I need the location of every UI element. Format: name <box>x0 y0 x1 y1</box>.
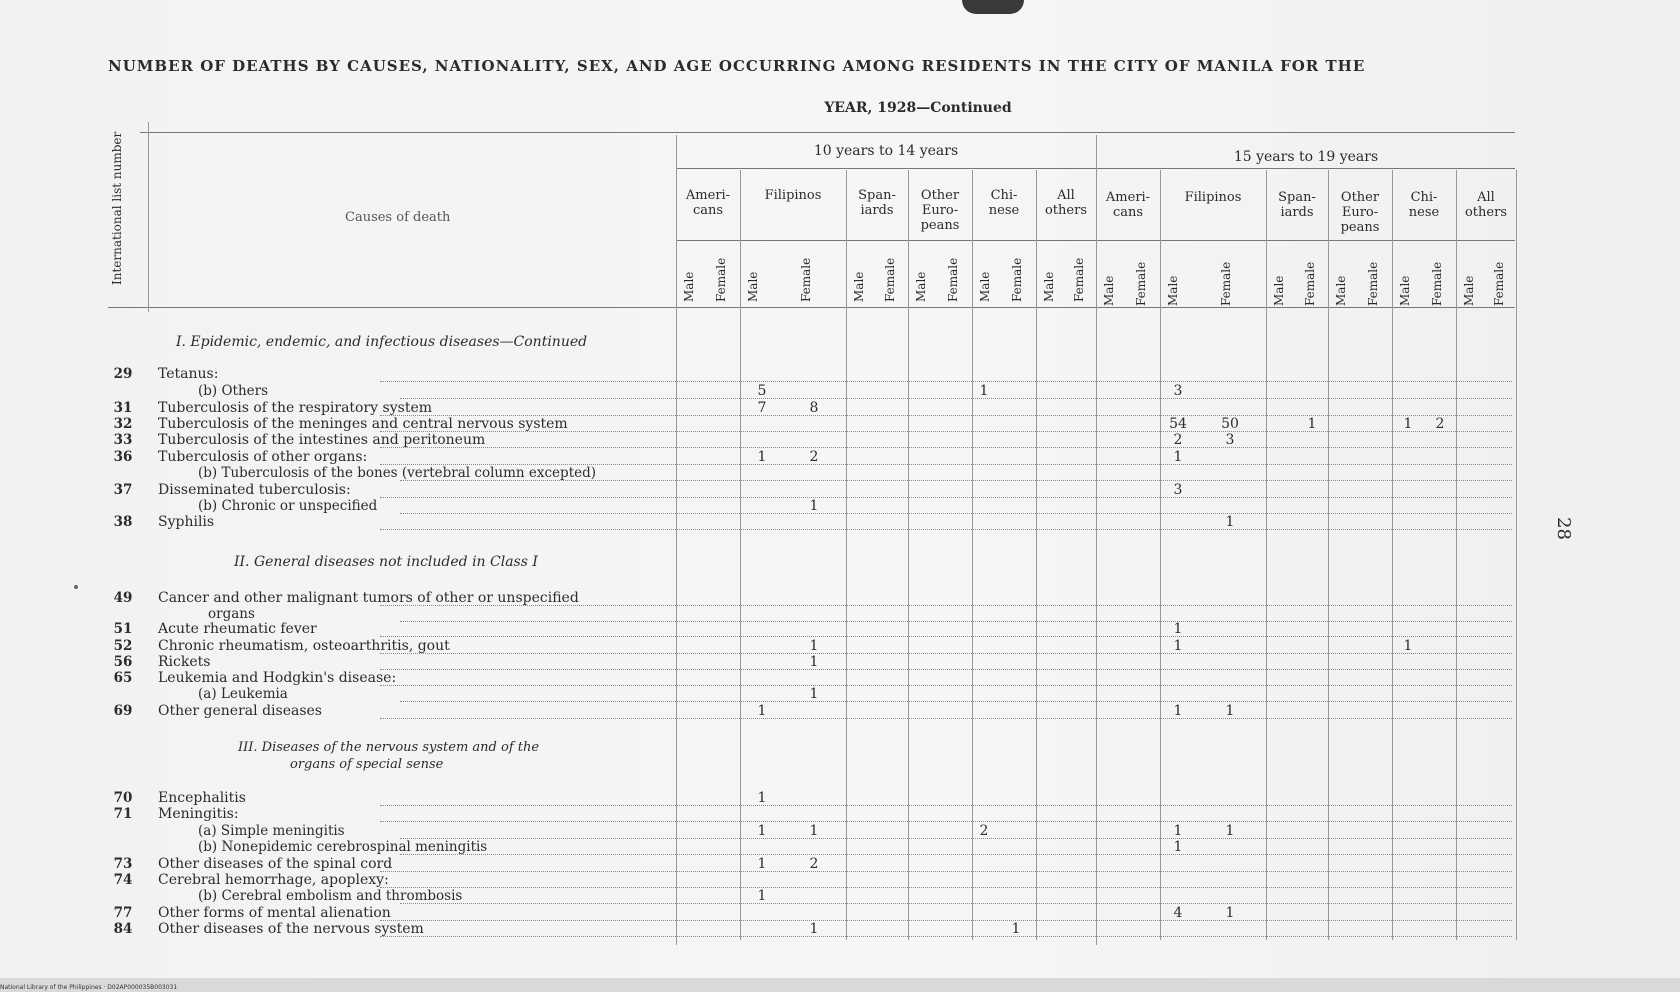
data-cell: 1 <box>809 654 819 670</box>
cause-label: Other forms of mental alienation <box>158 905 391 921</box>
leader-dots <box>400 701 1512 702</box>
intl-list-number: 84 <box>113 921 133 937</box>
cause-label: Other diseases of the spinal cord <box>158 856 393 872</box>
nationality-header: Filipinos <box>1184 190 1242 205</box>
section-3-heading: III. Diseases of the nervous system and of the <box>238 740 540 755</box>
data-cell: 1 <box>1307 416 1317 432</box>
data-cell: 50 <box>1221 416 1239 432</box>
nationality-divider <box>1036 170 1037 940</box>
leader-dots <box>380 887 1512 888</box>
cause-label: Cancer and other malignant tumors of other or unspecified <box>158 590 579 606</box>
nationality-header: Other Euro- peans <box>920 188 960 233</box>
leader-dots <box>380 381 1512 382</box>
table-subtitle-text: YEAR, 1928—Continued <box>824 100 1012 116</box>
table-subtitle <box>0 100 1680 116</box>
female-header: Female <box>799 257 813 302</box>
cause-label: Cerebral hemorrhage, apoplexy: <box>158 872 389 888</box>
leader-dots <box>400 621 1512 622</box>
cause-label: Other general diseases <box>158 703 322 719</box>
intl-list-number: 71 <box>113 806 133 822</box>
male-header: Male <box>1334 275 1348 306</box>
cause-label: (b) Cerebral embolism and thrombosis <box>198 888 463 904</box>
section-3-heading-cont: organs of special sense <box>290 757 444 772</box>
intl-list-number: 31 <box>113 400 133 416</box>
leader-dots <box>400 513 1512 514</box>
data-cell: 1 <box>1173 839 1183 855</box>
intl-list-number: 36 <box>113 449 133 465</box>
num-col-divider <box>148 122 149 312</box>
data-cell: 1 <box>809 498 819 514</box>
cause-label: (a) Leukemia <box>198 686 288 702</box>
causes-header: Causes of death <box>345 210 451 225</box>
leader-dots <box>380 636 1512 637</box>
margin-mark <box>74 585 78 589</box>
data-cell: 2 <box>979 823 989 839</box>
leader-dots <box>380 653 1512 654</box>
intl-list-number: 49 <box>113 590 133 606</box>
nationality-divider <box>740 170 741 940</box>
nationality-header: Ameri- cans <box>685 188 731 218</box>
intl-list-number: 38 <box>113 514 133 530</box>
leader-dots <box>400 854 1512 855</box>
intl-list-number: 77 <box>113 905 133 921</box>
nationality-divider <box>1160 170 1161 940</box>
male-header: Male <box>682 271 696 302</box>
cause-label: (b) Tuberculosis of the bones (vertebral column excepted) <box>198 465 597 481</box>
cause-label: Tuberculosis of the meninges and central nervous system <box>158 416 568 432</box>
cause-label: Tuberculosis of the respiratory system <box>158 400 433 416</box>
intl-list-number: 73 <box>113 856 133 872</box>
male-header: Male <box>914 271 928 302</box>
male-header: Male <box>978 271 992 302</box>
data-cell: 1 <box>757 703 767 719</box>
cause-label: organs <box>208 606 255 622</box>
leader-dots <box>380 920 1512 921</box>
causes-divider <box>676 135 677 945</box>
leader-dots <box>380 936 1512 937</box>
cause-label: Other diseases of the nervous system <box>158 921 424 937</box>
data-cell: 1 <box>757 856 767 872</box>
data-cell: 1 <box>1173 449 1183 465</box>
nationality-divider <box>1328 170 1329 940</box>
cause-label: Disseminated tuberculosis: <box>158 482 351 498</box>
leader-dots <box>380 821 1512 822</box>
male-header: Male <box>1272 275 1286 306</box>
female-header: Female <box>1219 261 1233 306</box>
data-cell: 3 <box>1173 482 1183 498</box>
leader-dots <box>380 529 1512 530</box>
data-cell: 1 <box>1225 703 1235 719</box>
data-cell: 1 <box>1225 823 1235 839</box>
data-cell: 1 <box>979 383 989 399</box>
intl-list-number: 37 <box>113 482 133 498</box>
data-cell: 8 <box>809 400 819 416</box>
leader-dots <box>380 871 1512 872</box>
data-cell: 3 <box>1173 383 1183 399</box>
female-header: Female <box>946 257 960 302</box>
header-bottom-rule <box>108 307 1515 308</box>
nationality-divider <box>846 170 847 940</box>
data-cell: 1 <box>757 888 767 904</box>
data-cell: 1 <box>1225 514 1235 530</box>
intl-list-number: 56 <box>113 654 133 670</box>
male-header: Male <box>1462 275 1476 306</box>
data-cell: 1 <box>1173 823 1183 839</box>
data-cell: 1 <box>809 638 819 654</box>
data-cell: 54 <box>1169 416 1187 432</box>
leader-dots <box>380 805 1512 806</box>
ink-blot <box>962 0 1024 14</box>
male-header: Male <box>1166 275 1180 306</box>
data-cell: 1 <box>1225 905 1235 921</box>
intl-list-number: 74 <box>113 872 133 888</box>
leader-dots <box>380 605 1512 606</box>
cause-label: Rickets <box>158 654 211 670</box>
female-header: Female <box>1366 261 1380 306</box>
data-cell: 2 <box>809 856 819 872</box>
nationality-header: All others <box>1044 188 1087 218</box>
nationality-divider <box>1456 170 1457 940</box>
age-group-10-14: 10 years to 14 years <box>813 143 959 159</box>
nationality-divider <box>1266 170 1267 940</box>
scan-edge <box>0 978 1680 992</box>
intl-list-number: 65 <box>113 670 133 686</box>
leader-dots <box>380 431 1512 432</box>
data-cell: 1 <box>809 686 819 702</box>
leader-dots <box>400 838 1512 839</box>
nationality-header: Chi- nese <box>1408 190 1440 220</box>
male-header: Male <box>746 271 760 302</box>
data-cell: 1 <box>1173 638 1183 654</box>
female-header: Female <box>1134 261 1148 306</box>
data-cell: 4 <box>1173 905 1183 921</box>
female-header: Female <box>1303 261 1317 306</box>
section-2-heading: II. General diseases not included in Class I <box>234 554 538 570</box>
nationality-header: Span- iards <box>858 188 896 218</box>
leader-dots <box>380 669 1512 670</box>
intl-list-number: 29 <box>113 366 133 382</box>
intl-list-number: 51 <box>113 621 133 637</box>
data-cell: 1 <box>1403 416 1413 432</box>
intl-list-number: 69 <box>113 703 133 719</box>
nationality-divider <box>1516 170 1517 940</box>
cause-label: Leukemia and Hodgkin's disease: <box>158 670 397 686</box>
intl-list-number: 32 <box>113 416 133 432</box>
data-cell: 2 <box>809 449 819 465</box>
data-cell: 1 <box>809 823 819 839</box>
cause-label: (b) Others <box>198 383 269 399</box>
leader-dots <box>400 398 1512 399</box>
male-header: Male <box>1042 271 1056 302</box>
page-number: 28 <box>1552 517 1574 540</box>
leader-dots <box>380 447 1512 448</box>
cause-label: Tuberculosis of other organs: <box>158 449 368 465</box>
female-header: Female <box>1072 257 1086 302</box>
cause-label: (b) Nonepidemic cerebrospinal meningitis <box>198 839 488 855</box>
section-1-heading: I. Epidemic, endemic, and infectious diseases—Continued <box>176 334 588 350</box>
data-cell: 3 <box>1225 432 1235 448</box>
data-cell: 1 <box>1173 703 1183 719</box>
cause-label: (b) Chronic or unspecified <box>198 498 378 514</box>
cause-label: Tuberculosis of the intestines and peritoneum <box>158 432 486 448</box>
cause-label: (a) Simple meningitis <box>198 823 345 839</box>
cause-label: Encephalitis <box>158 790 246 806</box>
intl-list-number: 52 <box>113 638 133 654</box>
table-title: NUMBER OF DEATHS BY CAUSES, NATIONALITY, SEX, AND AGE OCCURRING AMONG RESIDENTS IN THE CITY OF MANILA FOR THE <box>108 57 1366 75</box>
cause-label: Meningitis: <box>158 806 239 822</box>
cause-label: Syphilis <box>158 514 215 530</box>
male-header: Male <box>1398 275 1412 306</box>
data-cell: 1 <box>809 921 819 937</box>
data-cell: 1 <box>1173 621 1183 637</box>
data-cell: 1 <box>757 790 767 806</box>
intl-list-header: International list number <box>110 131 124 285</box>
nationality-divider <box>1096 170 1097 940</box>
data-cell: 7 <box>757 400 767 416</box>
nationality-header: Ameri- cans <box>1105 190 1151 220</box>
nationality-header: Chi- nese <box>988 188 1020 218</box>
nationality-header: Other Euro- peans <box>1340 190 1380 235</box>
data-cell: 1 <box>757 449 767 465</box>
intl-list-number: 70 <box>113 790 133 806</box>
male-header: Male <box>852 271 866 302</box>
cause-label: Acute rheumatic fever <box>158 621 317 637</box>
female-header: Female <box>883 257 897 302</box>
data-cell: 2 <box>1435 416 1445 432</box>
cause-label: Tetanus: <box>158 366 219 382</box>
leader-dots <box>380 497 1512 498</box>
leader-dots <box>400 480 1512 481</box>
female-header: Female <box>714 257 728 302</box>
female-header: Female <box>1010 257 1024 302</box>
footer-credit: National Library of the Philippines · D02AP000035B003031 <box>0 984 178 991</box>
leader-dots <box>380 685 1512 686</box>
nationality-divider <box>1392 170 1393 940</box>
nationality-header: All others <box>1464 190 1507 220</box>
leader-dots <box>380 718 1512 719</box>
age-group-15-19: 15 years to 19 years <box>1233 149 1379 165</box>
female-header: Female <box>1430 261 1444 306</box>
nationality-header: Filipinos <box>764 188 822 203</box>
female-header: Female <box>1492 261 1506 306</box>
data-cell: 1 <box>1403 638 1413 654</box>
male-header: Male <box>1102 275 1116 306</box>
header-top-rule <box>140 132 1515 133</box>
leader-dots <box>400 903 1512 904</box>
data-cell: 5 <box>757 383 767 399</box>
data-cell: 1 <box>757 823 767 839</box>
intl-list-number: 33 <box>113 432 133 448</box>
data-cell: 1 <box>1011 921 1021 937</box>
nationality-divider <box>908 170 909 940</box>
cause-label: Chronic rheumatism, osteoarthritis, gout <box>158 638 450 654</box>
nationality-header: Span- iards <box>1278 190 1316 220</box>
data-cell: 2 <box>1173 432 1183 448</box>
